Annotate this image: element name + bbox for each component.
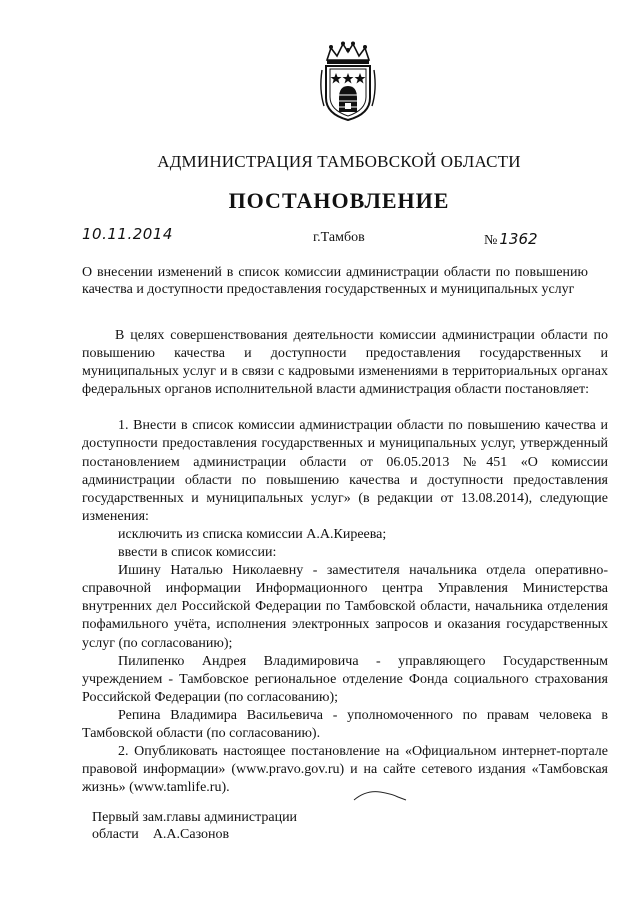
number-prefix: № xyxy=(484,233,498,248)
preamble-paragraph: В целях совершенствования деятельности комиссии администрации области по повышению качества и доступности предоставления государственных и муниципальных услуг и в связи с кадровыми изменениями в территориальных органах федеральных органов исполнительной власти администрация области постановляет: xyxy=(82,328,608,398)
exclude-paragraph: исключить из списка комиссии А.А.Киреева; xyxy=(118,526,387,542)
signature-block xyxy=(92,809,297,843)
item-1-paragraph: 1. Внести в список комиссии администрации области по повышению качества и доступности предоставления государственных и муниципальных услуг, утвержденный постановлением администрации области от 06.05.2013 №451 «О комиссии администрации области по повышению качества и доступности предоставления государственных и муниципальных услуг» (в редакции от 13.08.2014), следующие изменения: xyxy=(82,418,608,524)
document-subject: О внесении изменений в список комиссии администрации области по повышению качества и доступности предоставления государственных и муниципальных услуг xyxy=(82,265,588,297)
document-type-title: ПОСТАНОВЛЕНИЕ xyxy=(228,188,450,213)
person-1-paragraph: Ишину Наталью Николаевну - заместителя начальника отдела оперативно-справочной информации Информационного центра Управления Министерства внутренних дел Российской Федерации по Тамбовской области, начальника отделения пофамильного учёта, исполнения электронных запросов и оказания государственных услуг (по согласованию); xyxy=(82,563,608,651)
signature-mark-icon xyxy=(352,788,412,802)
document-city: г.Тамбов xyxy=(313,230,365,245)
number-value: 1362 xyxy=(499,230,538,248)
signatory-line-2 xyxy=(92,826,297,843)
person-3-paragraph: Репина Владимира Васильевича - уполномоченного по правам человека в Тамбовской области (по согласованию). xyxy=(82,707,608,741)
item-2-paragraph: 2. Опубликовать настоящее постановление на «Официальном интернет-портале правовой информации» (www.pravo.gov.ru) и на сайте сетевого издания «Тамбовская жизнь» (www.tamlife.ru). xyxy=(82,744,608,796)
document-body xyxy=(82,327,608,797)
signatory-name: А.А.Сазонов xyxy=(152,827,230,842)
tambov-coat-of-arms-icon xyxy=(317,40,379,122)
signatory-position-line2: области xyxy=(92,827,139,842)
document-date: 10.11.2014 xyxy=(82,225,173,243)
include-intro-paragraph: ввести в список комиссии: xyxy=(118,545,277,561)
organization-title: АДМИНИСТРАЦИЯ ТАМБОВСКОЙ ОБЛАСТИ xyxy=(157,152,521,171)
document-number xyxy=(484,230,538,249)
person-2-paragraph: Пилипенко Андрея Владимировича - управляющего Государственным учреждением - Тамбовское региональное отделение Фонда социального страхования Российской Федерации (по согласованию); xyxy=(82,653,608,705)
signatory-position: Первый зам.главы администрации xyxy=(92,810,298,825)
